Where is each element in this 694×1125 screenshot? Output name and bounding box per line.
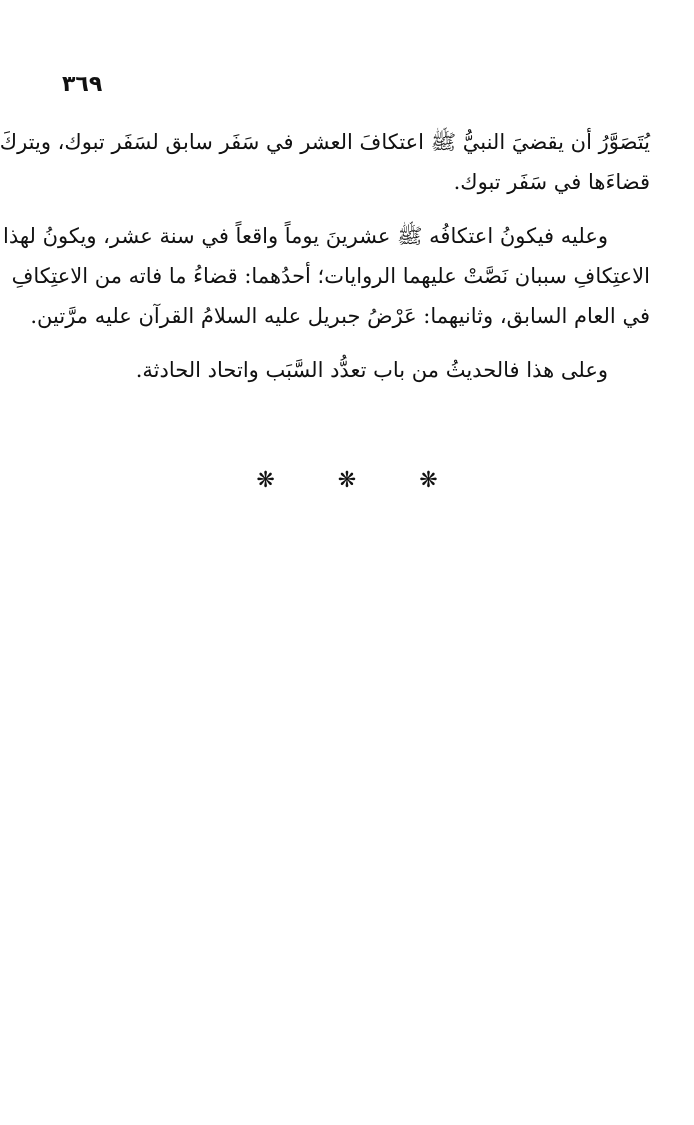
- text-line: يُتَصَوَّرُ أن يقضيَ النبيُّ ﷺ اعتكافَ العشر في سَفَر سابق لسَفَر تبوك، ويتركَ: [0, 130, 650, 154]
- asterism-ornament-icon: ❋: [256, 468, 275, 493]
- paragraph-1: [0, 122, 650, 202]
- section-divider: [0, 468, 694, 493]
- text-line: في العام السابق، وثانيهما: عَرْضُ جبريل عليه السلامُ القرآن عليه مرَّتين.: [30, 304, 650, 328]
- body-text: [0, 122, 650, 404]
- text-line: وعليه فيكونُ اعتكافُه ﷺ عشرينَ يوماً واقعاً في سنة عشر، ويكونُ لهذا: [3, 224, 608, 248]
- paragraph-3: [42, 350, 650, 390]
- asterism-ornament-icon: ❋: [419, 468, 438, 493]
- asterism-ornament-icon: ❋: [337, 468, 357, 493]
- page-number: ٣٦٩: [62, 72, 103, 97]
- text-line: قضاءَها في سَفَر تبوك.: [453, 170, 650, 194]
- text-line: الاعتِكافِ سببان نَصَّتْ عليهما الروايات؛ أحدُهما: قضاءُ ما فاته من الاعتِكافِ: [11, 264, 650, 288]
- paragraph-2: [3, 216, 650, 336]
- text-line: وعلى هذا فالحديثُ من باب تعدُّد السَّبَب واتحاد الحادثة.: [135, 358, 608, 382]
